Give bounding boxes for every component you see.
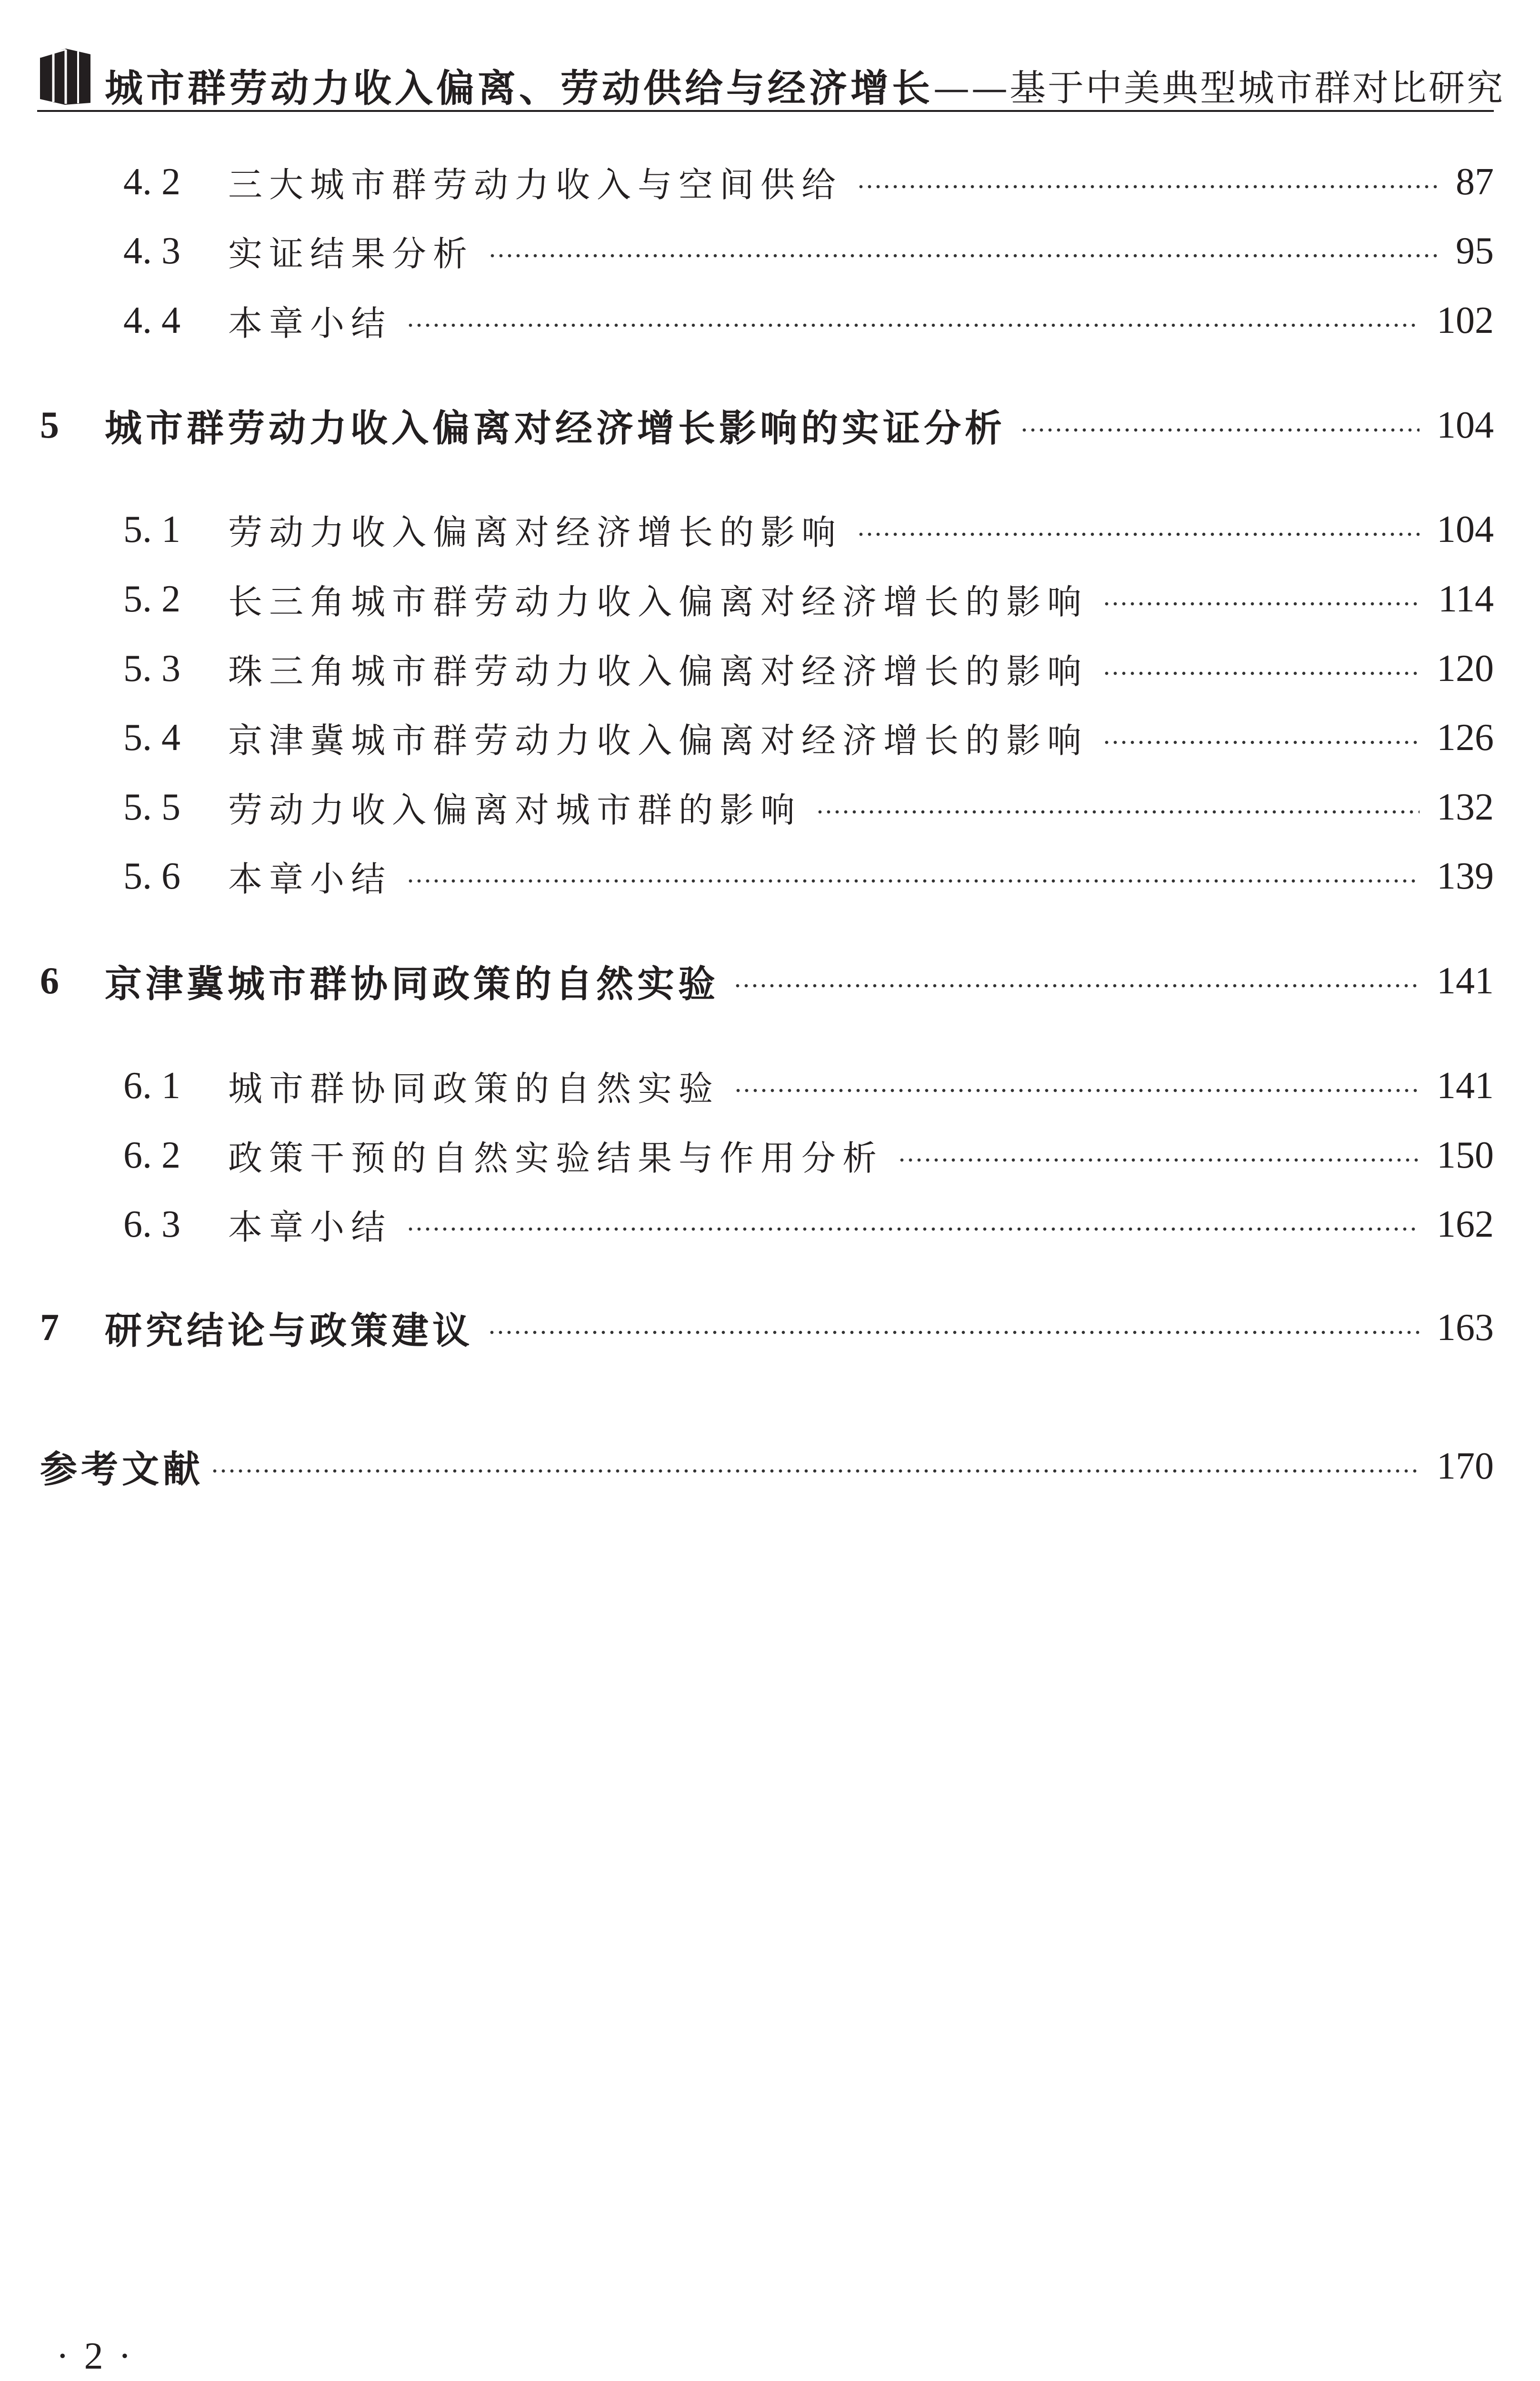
page-number: 141 xyxy=(1437,960,1494,1002)
dot-leader xyxy=(898,1157,1420,1163)
page-number: 114 xyxy=(1438,578,1494,620)
page-number: 120 xyxy=(1437,647,1494,690)
running-header xyxy=(105,61,1505,109)
dot-leader xyxy=(406,1226,1420,1232)
section-title: 长三角城市群劳动力收入偏离对经济增长的影响 xyxy=(228,582,1089,622)
section-title: 城市群协同政策的自然实验 xyxy=(228,1069,720,1109)
toc-entry-6-3 xyxy=(123,1201,1494,1248)
page-number: 87 xyxy=(1456,160,1494,203)
toc-entry-5-6 xyxy=(123,852,1494,900)
dot-leader xyxy=(816,809,1420,815)
chapter-title: 城市群劳动力收入偏离对经济增长影响的实证分析 xyxy=(105,407,1006,450)
chapter-title: 研究结论与政策建议 xyxy=(105,1310,474,1352)
dot-leader xyxy=(857,183,1439,190)
dot-leader xyxy=(488,1329,1420,1336)
book-subtitle: ——基于中美典型城市群对比研究 xyxy=(933,66,1505,109)
section-number: 4. 2 xyxy=(123,160,180,203)
chapter-number: 7 xyxy=(40,1306,59,1349)
dot-leader xyxy=(488,252,1439,259)
page-number: 104 xyxy=(1437,508,1494,550)
toc-entry-4-3 xyxy=(123,227,1494,275)
dot-leader xyxy=(734,1087,1420,1094)
section-number: 5. 5 xyxy=(123,786,180,828)
toc-entry-5-1 xyxy=(123,506,1494,553)
dot-leader xyxy=(1102,670,1420,677)
dot-leader xyxy=(1102,739,1420,746)
dot-leader xyxy=(1020,427,1420,433)
toc-entry-5-4 xyxy=(123,714,1494,761)
section-title: 劳动力收入偏离对城市群的影响 xyxy=(228,790,802,830)
page-number: 104 xyxy=(1437,404,1494,446)
section-title: 三大城市群劳动力收入与空间供给 xyxy=(228,165,843,205)
section-title: 劳动力收入偏离对经济增长的影响 xyxy=(228,512,843,552)
toc-entry-5-3 xyxy=(123,645,1494,692)
toc-entry-5-2 xyxy=(123,575,1494,623)
page-number: 150 xyxy=(1437,1134,1494,1176)
section-number: 4. 4 xyxy=(123,299,180,341)
book-title: 城市群劳动力收入偏离、劳动供给与经济增长 xyxy=(105,66,933,110)
toc-entry-6-1 xyxy=(123,1062,1494,1110)
section-number: 5. 4 xyxy=(123,716,180,759)
toc-entry-4-2 xyxy=(123,158,1494,206)
page-number: 132 xyxy=(1437,786,1494,828)
dot-leader xyxy=(1102,600,1421,607)
section-number: 6. 2 xyxy=(123,1134,180,1176)
dot-leader xyxy=(406,878,1420,884)
toc-chapter-6 xyxy=(40,957,1494,1005)
page-number: 163 xyxy=(1437,1306,1494,1349)
section-title: 实证结果分析 xyxy=(228,234,474,274)
toc-chapter-5 xyxy=(40,401,1494,449)
page-number: 162 xyxy=(1437,1203,1494,1245)
toc-entry-6-2 xyxy=(123,1131,1494,1179)
dot-leader xyxy=(210,1468,1420,1474)
section-number: 6. 1 xyxy=(123,1064,180,1107)
page-number: 95 xyxy=(1456,230,1494,272)
page-number: 139 xyxy=(1437,855,1494,897)
page-number: 126 xyxy=(1437,716,1494,759)
section-title: 政策干预的自然实验结果与作用分析 xyxy=(228,1138,884,1178)
section-number: 5. 3 xyxy=(123,647,180,690)
toc-entry-4-4 xyxy=(123,297,1494,344)
dot-leader xyxy=(733,982,1420,989)
page-number: 170 xyxy=(1437,1445,1494,1487)
section-title: 珠三角城市群劳动力收入偏离对经济增长的影响 xyxy=(228,651,1089,691)
section-number: 5. 2 xyxy=(123,578,180,620)
references-title: 参考文献 xyxy=(40,1448,204,1491)
chapter-number: 5 xyxy=(40,404,59,446)
page-number: 141 xyxy=(1437,1064,1494,1107)
dot-leader xyxy=(857,531,1420,538)
section-number: 5. 1 xyxy=(123,508,180,550)
toc-references xyxy=(40,1442,1494,1490)
section-number: 4. 3 xyxy=(123,230,180,272)
dot-leader xyxy=(406,322,1420,329)
section-number: 6. 3 xyxy=(123,1203,180,1245)
section-title: 本章小结 xyxy=(228,1207,392,1247)
section-title: 本章小结 xyxy=(228,303,392,343)
toc-chapter-7 xyxy=(40,1304,1494,1351)
section-title: 本章小结 xyxy=(228,859,392,899)
folio-page-number: · 2 · xyxy=(56,2335,134,2377)
section-number: 5. 6 xyxy=(123,855,180,897)
book-icon xyxy=(37,46,93,106)
header-rule xyxy=(37,110,1494,112)
page-number: 102 xyxy=(1437,299,1494,341)
section-title: 京津冀城市群劳动力收入偏离对经济增长的影响 xyxy=(228,720,1089,760)
chapter-number: 6 xyxy=(40,960,59,1002)
chapter-title: 京津冀城市群协同政策的自然实验 xyxy=(105,963,720,1006)
toc-entry-5-5 xyxy=(123,783,1494,831)
